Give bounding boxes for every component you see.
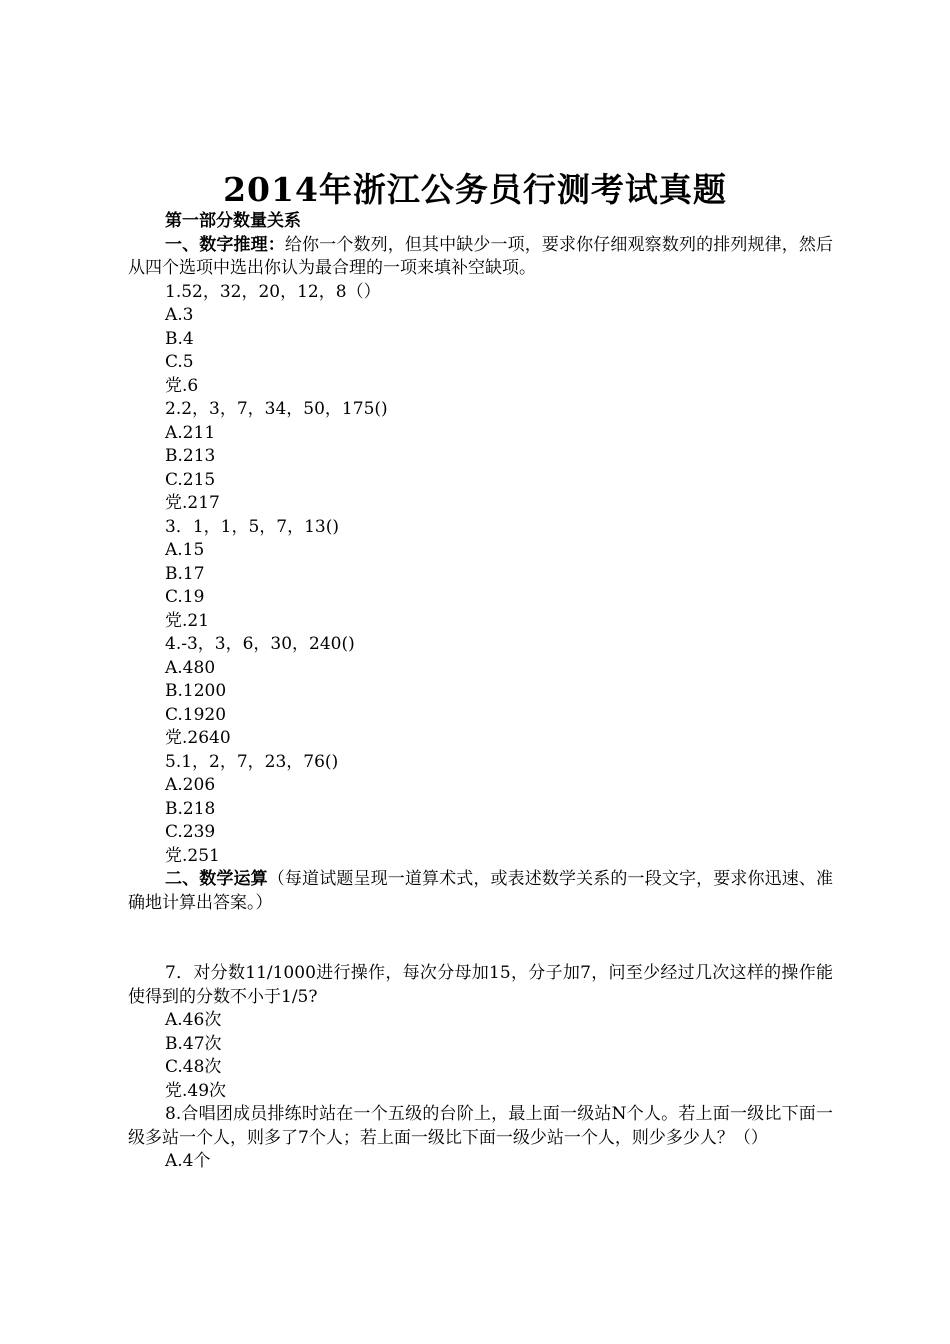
- section-2-text: （每道试题呈现一道算术式，或表述数学关系的一段文字，要求你迅速、准确地计算出答案。）: [128, 869, 834, 913]
- question-7-option-b: B.47次: [165, 1033, 222, 1054]
- question-1-option-d: 党.6: [165, 375, 199, 396]
- blank-gap: [128, 915, 833, 962]
- question-8-stem: 8.合唱团成员排练时站在一个五级的台阶上，最上面一级站N个人。若上面一级比下面一级多站一个人，则多了7个人；若上面一级比下面一级少站一个人，则少多少人？（）: [128, 1104, 833, 1148]
- question-5-option-c: C.239: [165, 822, 216, 842]
- question-3-stem: 3．1，1，5，7，13(): [165, 516, 339, 537]
- question-1-option-a: A.3: [165, 305, 194, 325]
- section-1-text: 给你一个数列，但其中缺少一项，要求你仔细观察数列的排列规律，然后从四个选项中选出你认为最合理的一项来填补空缺项。: [128, 234, 833, 278]
- question-1-option-b: B.4: [165, 328, 194, 349]
- question-1-option-c: C.5: [165, 352, 194, 372]
- question-4-stem: 4.-3，3，6，30，240(): [165, 634, 355, 654]
- question-4-option-a: A.480: [165, 657, 216, 678]
- question-2-stem: 2.2，3，7，34，50，175(): [165, 399, 388, 419]
- question-5-option-a: A.206: [165, 775, 216, 795]
- question-2-option-c: C.215: [165, 469, 216, 490]
- question-7-stem: 7．对分数11/1000进行操作，每次分母加15，分子加7，问至少经过几次这样的操作能使得到的分数不小于1/5?: [128, 963, 833, 1007]
- section-1-heading: 一、数字推理：: [165, 234, 285, 255]
- question-3-option-b: B.17: [165, 563, 205, 584]
- question-2-option-a: A.211: [165, 422, 216, 443]
- question-4-option-d: 党.2640: [165, 728, 231, 748]
- section-2-intro: [128, 868, 833, 915]
- part-heading: 第一部分数量关系: [165, 211, 301, 231]
- question-5-option-d: 党.251: [165, 845, 220, 866]
- question-4-option-b: B.1200: [165, 681, 227, 701]
- question-3-option-c: C.19: [165, 587, 205, 607]
- question-2-option-b: B.213: [165, 446, 216, 466]
- question-7-option-c: C.48次: [165, 1057, 222, 1077]
- question-7-option-d: 党.49次: [165, 1080, 227, 1101]
- section-1-intro: [128, 234, 833, 281]
- question-4-option-c: C.1920: [165, 704, 227, 725]
- document-body: [128, 210, 833, 1174]
- question-7-option-a: A.46次: [165, 1010, 222, 1030]
- question-5-option-b: B.218: [165, 798, 216, 819]
- question-3-option-a: A.15: [165, 540, 205, 560]
- section-2-heading: 二、数学运算: [165, 869, 268, 889]
- question-5-stem: 5.1，2，7，23，76(): [165, 751, 339, 772]
- question-8-option-a: A.4个: [165, 1151, 211, 1171]
- question-3-option-d: 党.21: [165, 610, 210, 631]
- question-1-stem: 1.52，32，20，12，8（）: [165, 281, 381, 302]
- question-2-option-d: 党.217: [165, 493, 220, 513]
- document-title: 2014年浙江公务员行测考试真题: [223, 170, 727, 209]
